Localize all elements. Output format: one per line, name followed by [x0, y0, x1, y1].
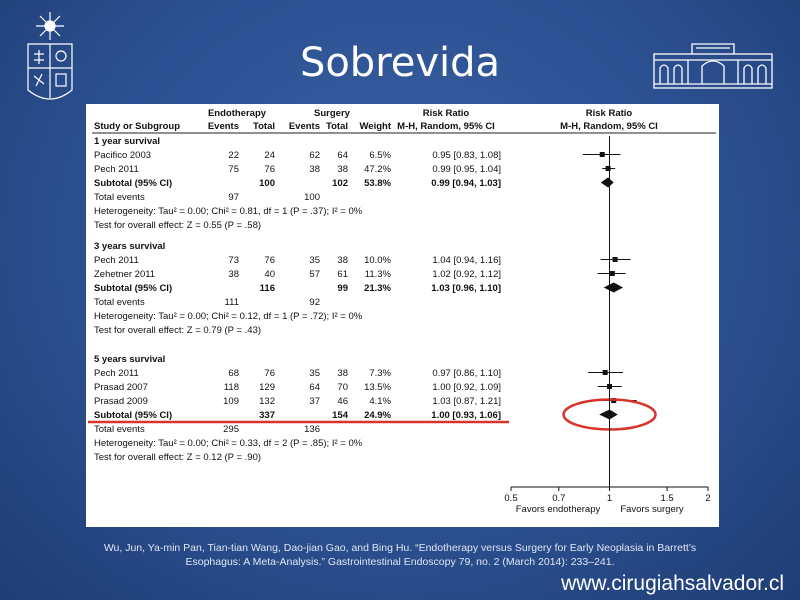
- citation-line-2: Esophagus: A Meta-Analysis.” Gastrointestinal Endoscopy 79, no. 2 (March 2014): 233–241.: [185, 556, 615, 568]
- subtotal-total1: 337: [259, 410, 275, 421]
- study-total1: 24: [264, 150, 275, 161]
- favors-endotherapy-label: Favors endotherapy: [515, 504, 601, 515]
- subtotal-diamond: [604, 283, 623, 293]
- favors-surgery-label: Favors surgery: [620, 504, 684, 515]
- study-point: [600, 152, 605, 157]
- total-events1: 97: [228, 192, 239, 203]
- total-events1: 111: [224, 297, 239, 308]
- total-events-label: Total events: [94, 297, 145, 308]
- study-total1: 76: [264, 368, 275, 379]
- study-total1: 76: [264, 255, 275, 266]
- header-method-plot: M-H, Random, 95% CI: [560, 121, 658, 132]
- study-events1: 73: [228, 255, 239, 266]
- heterogeneity: Heterogeneity: Tau² = 0.00; Chi² = 0.12, df = 1 (P = .72); I² = 0%: [94, 311, 363, 322]
- citation-line-1: Wu, Jun, Ya-min Pan, Tian-tian Wang, Dao-jian Gao, and Bing Hu. “Endotherapy versus Surgery for Early Neoplasia in Barrett’s: [103, 542, 697, 554]
- website-url[interactable]: www.cirugiahsalvador.cl: [561, 572, 784, 595]
- study-total2: 64: [337, 150, 348, 161]
- subtotal-total1: 116: [259, 283, 275, 294]
- x-tick-label: 1.5: [660, 493, 674, 504]
- study-name: Pacifico 2003: [94, 150, 152, 161]
- header-group2: Surgery: [314, 108, 350, 119]
- subtotal-total2: 154: [332, 410, 348, 421]
- study-weight: 6.5%: [369, 150, 391, 161]
- total-events-label: Total events: [94, 192, 145, 203]
- subgroup-title: 5 years survival: [94, 354, 166, 365]
- study-events2: 64: [309, 382, 320, 393]
- heterogeneity: Heterogeneity: Tau² = 0.00; Chi² = 0.33, df = 2 (P = .85); I² = 0%: [94, 438, 363, 449]
- header-risk-ratio-plot: Risk Ratio: [585, 108, 633, 119]
- study-events2: 35: [309, 368, 320, 379]
- study-ci: 0.97 [0.86, 1.10]: [432, 368, 501, 379]
- subtotal-diamond: [599, 410, 618, 420]
- study-weight: 11.3%: [364, 269, 391, 280]
- study-total2: 46: [337, 396, 348, 407]
- study-ci: 1.04 [0.94, 1.16]: [432, 255, 501, 266]
- building-facade-icon: [652, 40, 774, 92]
- subtotal-ci: 0.99 [0.94, 1.03]: [431, 178, 501, 189]
- subtotal-weight: 21.3%: [364, 283, 391, 294]
- study-name: Zehetner 2011: [94, 269, 156, 280]
- heterogeneity: Heterogeneity: Tau² = 0.00; Chi² = 0.81, df = 1 (P = .37); I² = 0%: [94, 206, 363, 217]
- header-weight: Weight: [359, 121, 391, 132]
- subtotal-diamond: [601, 178, 614, 188]
- study-events1: 68: [228, 368, 239, 379]
- study-name: Prasad 2007: [94, 382, 148, 393]
- total-events2: 92: [309, 297, 320, 308]
- university-seal-icon: [22, 10, 78, 110]
- study-name: Prasad 2009: [94, 396, 148, 407]
- study-ci: 0.95 [0.83, 1.08]: [432, 150, 501, 161]
- subtotal-total1: 100: [259, 178, 275, 189]
- study-total1: 40: [264, 269, 275, 280]
- citation: [60, 541, 740, 569]
- forest-plot: [86, 104, 719, 527]
- study-events1: 109: [223, 396, 239, 407]
- study-total2: 38: [337, 255, 348, 266]
- overall-effect: Test for overall effect: Z = 0.79 (P = .43): [94, 325, 262, 336]
- study-events1: 118: [223, 382, 239, 393]
- x-tick-label: 0.5: [504, 493, 518, 504]
- study-total1: 129: [259, 382, 275, 393]
- study-ci: 1.03 [0.87, 1.21]: [432, 396, 501, 407]
- overall-effect: Test for overall effect: Z = 0.12 (P = .90): [94, 452, 262, 463]
- study-name: Pech 2011: [94, 368, 139, 379]
- total-events2: 100: [304, 192, 320, 203]
- study-weight: 13.5%: [364, 382, 391, 393]
- study-ci: 1.02 [0.92, 1.12]: [432, 269, 501, 280]
- study-events2: 57: [309, 269, 320, 280]
- header-risk-ratio: Risk Ratio: [422, 108, 470, 119]
- study-point: [603, 370, 608, 375]
- subtotal-ci: 1.03 [0.96, 1.10]: [431, 283, 501, 294]
- header-method: M-H, Random, 95% CI: [397, 121, 495, 132]
- study-events2: 62: [309, 150, 320, 161]
- study-ci: 1.00 [0.92, 1.09]: [432, 382, 501, 393]
- study-events1: 22: [228, 150, 239, 161]
- subtotal-weight: 24.9%: [364, 410, 391, 421]
- study-total2: 38: [337, 368, 348, 379]
- subtotal-weight: 53.8%: [364, 178, 391, 189]
- study-name: Pech 2011: [94, 164, 139, 175]
- subtotal-total2: 99: [337, 283, 348, 294]
- study-weight: 7.3%: [369, 368, 391, 379]
- study-total2: 38: [337, 164, 348, 175]
- subtotal-label: Subtotal (95% CI): [94, 410, 173, 421]
- subgroup-title: 1 year survival: [94, 136, 161, 147]
- header-total2: Total: [326, 121, 348, 132]
- header-events2: Events: [288, 121, 320, 132]
- study-name: Pech 2011: [94, 255, 139, 266]
- study-weight: 4.1%: [369, 396, 391, 407]
- overall-effect: Test for overall effect: Z = 0.55 (P = .58): [94, 220, 262, 231]
- subtotal-label: Subtotal (95% CI): [94, 283, 173, 294]
- slide-title: Sobrevida: [299, 40, 501, 86]
- subtotal-label: Subtotal (95% CI): [94, 178, 173, 189]
- study-events2: 35: [309, 255, 320, 266]
- total-events-label: Total events: [94, 424, 145, 435]
- study-events2: 38: [309, 164, 320, 175]
- subtotal-ci: 1.00 [0.93, 1.06]: [431, 410, 501, 421]
- study-point: [610, 271, 615, 276]
- study-total2: 70: [337, 382, 348, 393]
- total-events1: 295: [223, 424, 239, 435]
- header-events1: Events: [207, 121, 239, 132]
- study-total1: 76: [264, 164, 275, 175]
- header-group1: Endotherapy: [207, 108, 267, 119]
- forest-plot-panel: [86, 104, 719, 527]
- study-weight: 10.0%: [364, 255, 391, 266]
- header-total1: Total: [253, 121, 275, 132]
- x-tick-label: 0.7: [552, 493, 566, 504]
- total-events2: 136: [304, 424, 320, 435]
- x-tick-label: 2: [705, 493, 711, 504]
- header-study: Study or Subgroup: [94, 121, 181, 132]
- subtotal-total2: 102: [332, 178, 348, 189]
- study-total1: 132: [259, 396, 275, 407]
- study-events1: 38: [228, 269, 239, 280]
- subgroup-title: 3 years survival: [94, 241, 166, 252]
- study-weight: 47.2%: [364, 164, 391, 175]
- study-events2: 37: [309, 396, 320, 407]
- study-ci: 0.99 [0.95, 1.04]: [432, 164, 501, 175]
- study-events1: 75: [228, 164, 239, 175]
- study-total2: 61: [337, 269, 348, 280]
- study-point: [613, 257, 618, 262]
- x-tick-label: 1: [606, 493, 613, 504]
